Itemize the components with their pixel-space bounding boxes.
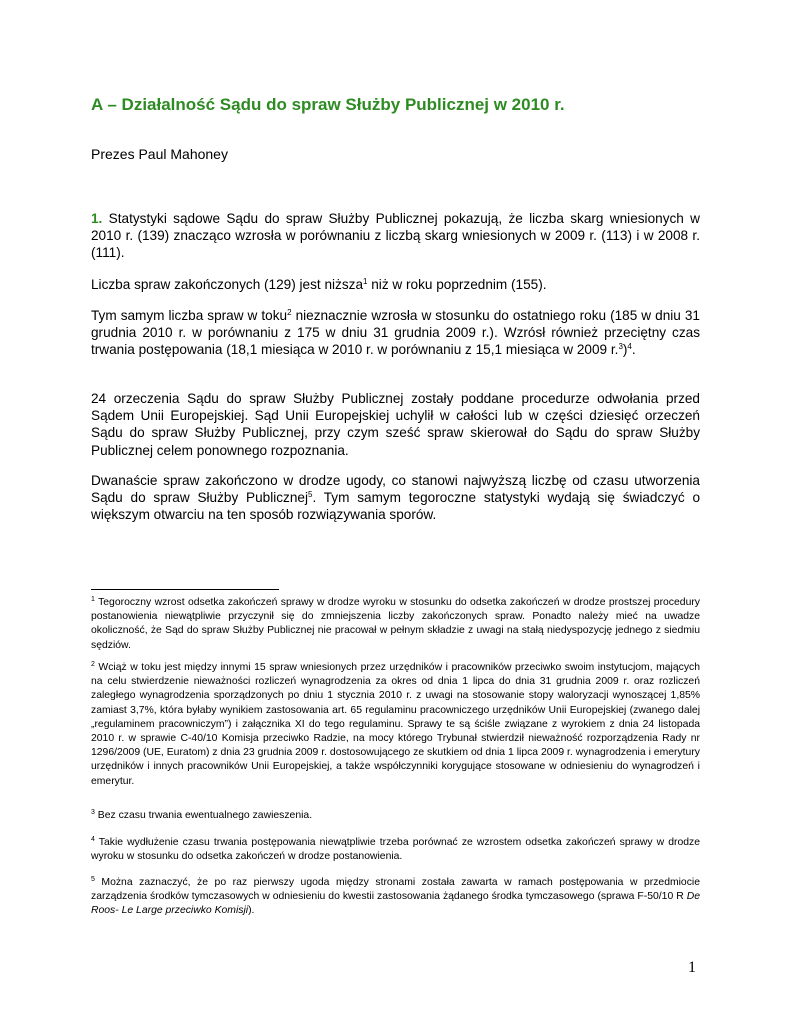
footnote-2 [91,661,700,789]
paragraph-text: ) [622,342,628,358]
footnote-1 [91,596,700,653]
paragraph-5 [91,472,700,524]
footnote-text: Tegoroczny wzrost odsetka zakończeń sprawy w drodze wyroku w stosunku do odsetka zakończeń w drodze prostszej procedury postanowienia niewątpliwie przyczynił się do zmniejszenia liczby zakończonych spraw. Ponadto należy mieć na uwadze okoliczność, że Sąd do spraw Służby Publicznej nie pracował w pełnym składzie z uwagi na stałą niedyspozycję jednego z siedmiu sędziów. [91,597,700,651]
footnote-text: ). [248,905,255,917]
footnote-4 [91,836,700,864]
paragraph-number: 1. [91,211,103,226]
case-name: De Roos- Le Large przeciwko Komisji [91,891,700,917]
paragraph-text: Tym samym liczba spraw w toku [91,308,288,323]
paragraph-4: 24 orzeczenia Sądu do spraw Służby Publicznej zostały poddane procedurze odwołania przed Sądem Unii Europejskiej. Sąd Unii Europejskiej uchylił w całości lub w części dziesięć orzeczeń Sądu do spraw Służby Publicznej, przy czym sześć spraw skierował do Sądu do spraw Służby Publicznej celem ponownego rozpoznania. [91,391,700,458]
footnote-ref-2[interactable]: 2 [287,308,292,317]
paragraph-text: Dwanaście spraw zakończono w drodze ugody, co stanowi najwyższą liczbę od czasu utworzenia Sądu do spraw Służby Publicznej [91,473,700,506]
footnote-text: Można zaznaczyć, że po raz pierwszy ugoda między stronami została zawarta w ramach postępowania w przedmiocie zarządzenia środków tymczasowych w odniesieniu do kwestii zastosowania żądanego środka tymczasowego (sprawa F-50/10 R [91,877,700,903]
footnote-ref-1[interactable]: 1 [363,277,368,286]
paragraph-text: . [631,342,636,358]
footnote-number: 5 [91,876,95,883]
page-number: 1 [688,959,696,976]
paragraph-1 [91,210,700,262]
paragraph-text: Liczba spraw zakończonych (129) jest niższa [91,277,364,292]
footnote-number: 1 [91,596,95,603]
footnote-text: Bez czasu trwania ewentualnego zawieszenia. [94,810,313,821]
footnote-separator [91,589,279,590]
footnote-text: Takie wydłużenie czasu trwania postępowania niewątpliwie trzeba porównać ze wzrostem odsetka zakończeń sprawy w drodze wyroku w stosunku do odsetka zakończeń w drodze postanowienia. [91,837,700,863]
paragraph-2 [91,276,700,293]
author-line: Prezes Paul Mahoney [91,146,228,162]
footnote-number: 4 [91,836,95,843]
footnote-5 [91,876,700,919]
paragraph-text: Statystyki sądowe Sądu do spraw Służby Publicznej pokazują, że liczba skarg wniesionych w 2010 r. (139) znacząco wzrosła w porównaniu z liczbą skarg wniesionych w 2009 r. (113) i w 2008 r. (111). [91,211,700,261]
footnote-number: 3 [91,809,95,816]
paragraph-text: niż w roku poprzednim (155). [367,277,547,292]
footnote-ref-5[interactable]: 5 [308,490,313,500]
paragraph-3 [91,307,700,359]
footnote-3 [91,809,700,823]
footnote-ref-4[interactable]: 4 [627,342,632,352]
page-heading: A – Działalność Sądu do spraw Służby Publicznej w 2010 r. [91,95,565,114]
paragraph-text: . Tym samym tegoroczne statystyki wydają się świadczyć o większym otwarciu na ten sposób rozwiązywania sporów. [91,490,700,523]
footnote-number: 2 [91,661,95,668]
paragraph-text: nieznacznie wzrosła w stosunku do ostatniego roku (185 w dniu 31 grudnia 2010 r. w porównaniu z 175 w dniu 31 grudnia 2009 r.). Wzrósł również przeciętny czas trwania postępowania (18,1 miesiąca w 2010 r. w porównaniu z 15,1 miesiąca w 2009 r. [91,308,700,358]
footnote-text: Wciąż w toku jest między innymi 15 spraw wniesionych przez urzędników i pracowników przeciwko swoim instytucjom, mających na celu stwierdzenie nieważności rozliczeń wynagrodzenia za okres od dnia 1 lipca do dnia 31 grudnia 2009 r. oraz rozliczeń zaległego wynagrodzenia sporządzonych po dniu 1 stycznia 2010 r. z uwagi na stosowanie stopy waloryzacji wynoszącej 1,85% zamiast 3,7%, która byłaby wynikiem zastosowania art. 65 regulaminu pracowniczego urzędników Unii Europejskiej (zwanego dalej „regulaminem pracowniczym”) i załącznika XI do tego regulaminu. Sprawy te są ściśle związane z wyrokiem z dnia 24 listopada 2010 r. w sprawie C-40/10 Komisja przeciwko Radzie, na mocy którego Trybunał stwierdził nieważność rozporządzenia Rady nr 1296/2009 (UE, Euratom) z dnia 23 grudnia 2009 r. dostosowującego ze skutkiem od dnia 1 lipca 2009 r. wynagrodzenia i emerytury urzędników i innych pracowników Unii Europejskiej, a także współczynniki korygujące stosowane w odniesieniu do wynagrodzeń i emerytur. [91,662,700,787]
footnote-ref-3[interactable]: 3 [618,342,623,352]
